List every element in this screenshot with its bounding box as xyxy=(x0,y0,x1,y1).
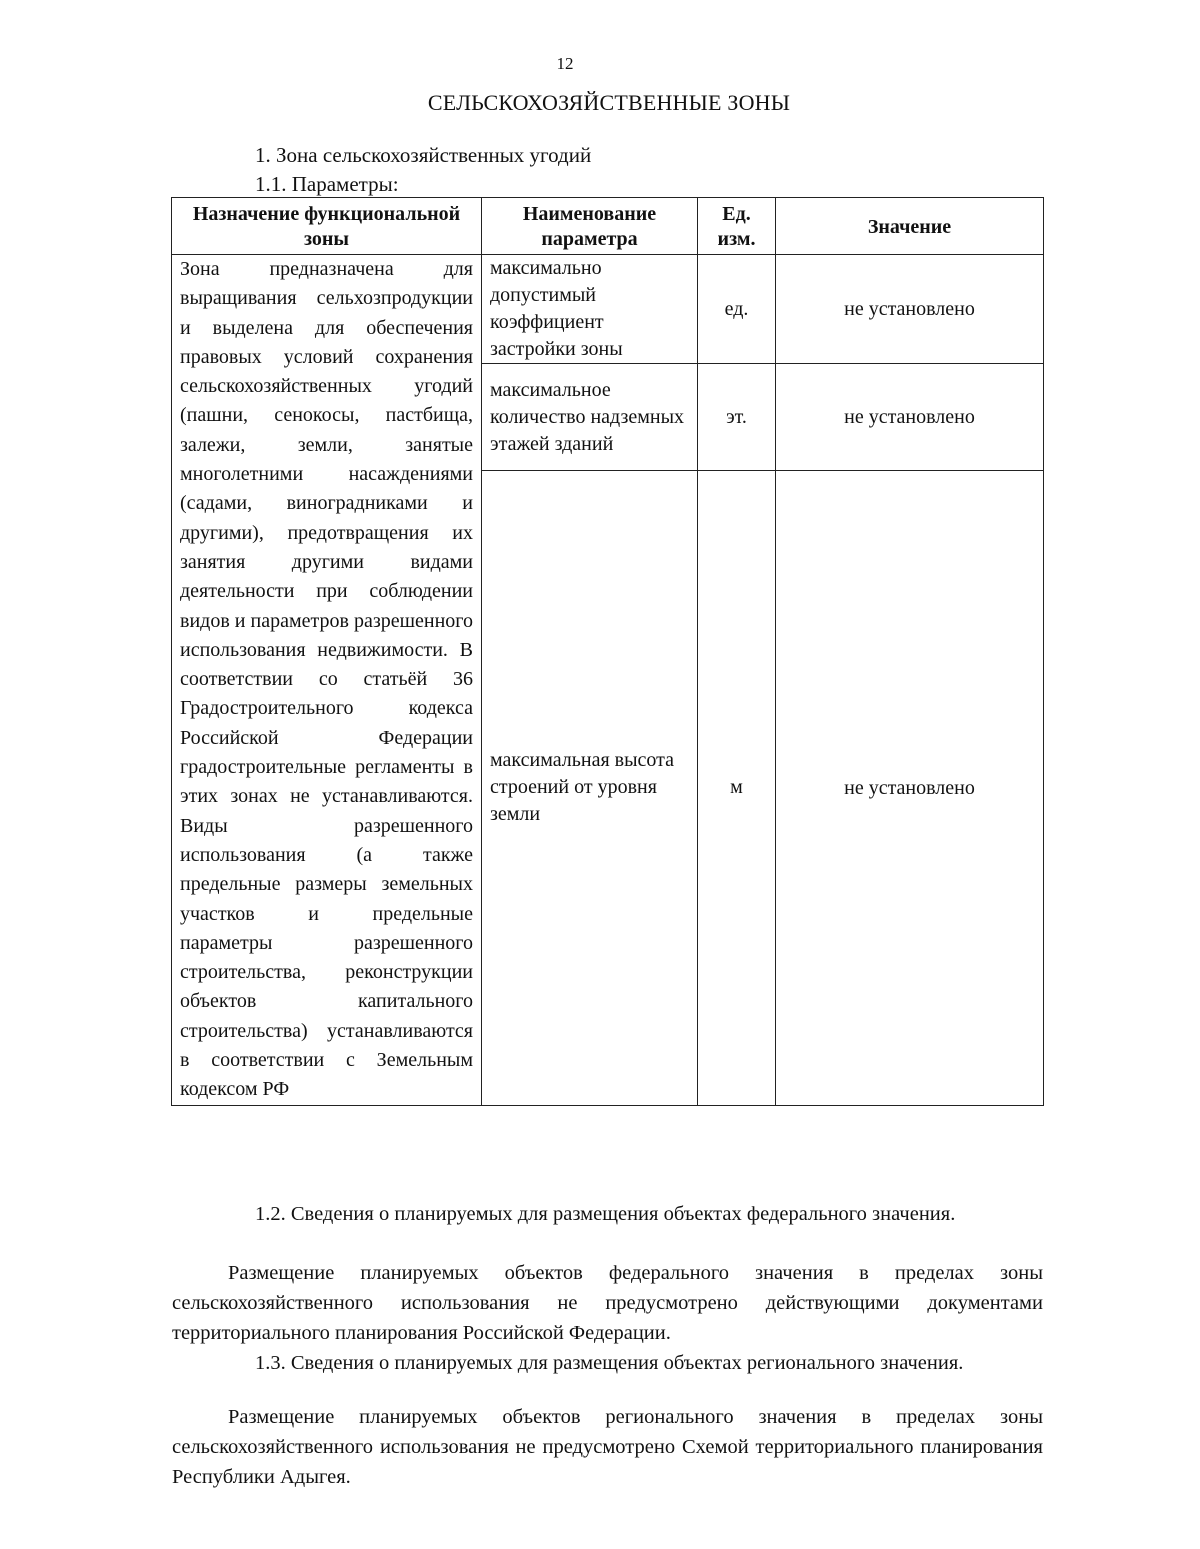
section-1-2-heading: 1.2. Сведения о планируемых для размещения объектах федерального значения. xyxy=(255,1203,956,1225)
unit-cell: м xyxy=(698,471,776,1106)
table-header-row xyxy=(172,198,1044,255)
unit-cell: ед. xyxy=(698,255,776,364)
zone-purpose-cell: Зона предназначена для выращивания сельхозпродукции и выделена для обеспечения правовых условий сохранения сельскохозяйственных угодий (пашни, сенокосы, пастбища, залежи, земли, занятые многолетними насаждениями (садами, виноградниками и другими), предотвращения их занятия другими видами деятельности при соблюдении видов и параметров разрешенного использования недвижимости. В соответствии со статьёй 36 Градостроительного кодекса Российской Федерации градостроительные регламенты в этих зонах не устанавливаются. Виды разрешенного использования (а также предельные размеры земельных участков и предельные параметры разрешенного строительства, реконструкции объектов капитального строительства) устанавливаются в соответствии с Земельным кодексом РФ xyxy=(172,255,482,1106)
value-cell: не установлено xyxy=(776,364,1044,471)
section-1-3-text: Размещение планируемых объектов регионального значения в пределах зоны сельскохозяйственного использования не предусмотрено Схемой территориального планирования Республики Адыгея. xyxy=(172,1406,1043,1488)
table-row xyxy=(172,255,1044,364)
section-1-heading: 1. Зона сельскохозяйственных угодий xyxy=(255,143,592,167)
page-title: СЕЛЬСКОХОЗЯЙСТВЕННЫЕ ЗОНЫ xyxy=(427,90,791,115)
header-unit: Ед. изм. xyxy=(698,198,776,255)
parameter-name-cell: максимальное количество надземных этажей зданий xyxy=(482,364,698,471)
section-1-3-heading: 1.3. Сведения о планируемых для размещения объектах регионального значения. xyxy=(255,1352,964,1374)
section-1-2-text: Размещение планируемых объектов федерального значения в пределах зоны сельскохозяйственного использования не предусмотрено действующими документами территориального планирования Российской Федерации. xyxy=(172,1262,1043,1344)
parameters-table xyxy=(171,197,1044,1106)
parameter-name-cell: максимальная высота строений от уровня земли xyxy=(482,471,698,1106)
parameter-name-cell: максимально допустимый коэффициент застройки зоны xyxy=(482,255,698,364)
section-1-1-heading: 1.1. Параметры: xyxy=(255,172,399,196)
header-zone-purpose: Назначение функциональной зоны xyxy=(172,198,482,255)
header-value: Значение xyxy=(776,198,1044,255)
header-parameter-name: Наименование параметра xyxy=(482,198,698,255)
value-cell: не установлено xyxy=(776,255,1044,364)
page-number: 12 xyxy=(556,54,574,73)
value-cell: не установлено xyxy=(776,471,1044,1106)
unit-cell: эт. xyxy=(698,364,776,471)
